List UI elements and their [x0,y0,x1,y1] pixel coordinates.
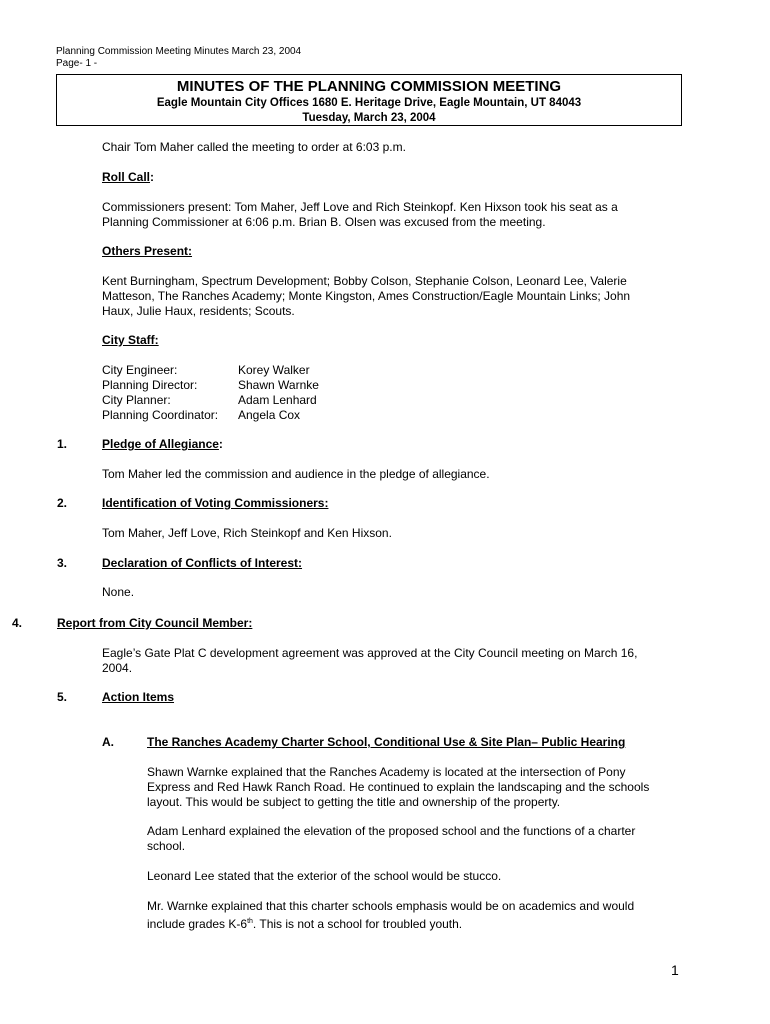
city-staff-heading [102,333,159,348]
subitem-paragraph [147,899,634,932]
item-number: 2. [57,496,68,510]
header-line-1: Planning Commission Meeting Minutes March 23, 2004 [56,46,302,57]
paragraph-line: layout. This would be subject to getting the title and ownership of the property. [147,795,561,809]
city-staff-list [102,363,319,423]
others-line-2: Matteson, The Ranches Academy; Monte Kingston, Ames Construction/Eagle Mountain Links; John [102,289,631,303]
paragraph-fragment: . This is not a school for troubled youth. [252,917,463,931]
item-heading-action [102,690,174,705]
staff-name: Korey Walker [238,363,310,377]
paragraph-line: Express and Red Hawk Ranch Road. He continued to explain the landscaping and the schools [147,780,650,794]
subitem-paragraph: Leonard Lee stated that the exterior of the school would be stucco. [147,869,502,883]
document-title: MINUTES OF THE PLANNING COMMISSION MEETING [176,78,562,95]
item-number: 5. [57,690,68,704]
item-number: 1. [57,437,68,451]
staff-role: City Planner: [102,393,171,407]
ordinal-suffix: th [247,918,253,925]
meeting-date: Tuesday, March 23, 2004 [302,112,436,124]
roll-call-colon: : [150,170,155,184]
item-heading-text: Identification of Voting Commissioners: [102,496,329,510]
staff-name: Shawn Warnke [238,378,319,392]
subitem-letter: A. [102,735,114,749]
title-box [56,74,682,126]
subitem-paragraph [147,765,649,810]
item-text: None. [102,585,135,599]
staff-name: Adam Lenhard [238,393,317,407]
item-text-line-1: Eagle’s Gate Plat C development agreement was approved at the City Council meeting on March 16, [102,646,638,660]
paragraph-line: school. [147,839,186,853]
city-staff-heading-text: City Staff: [102,333,159,347]
roll-call-line-2: Planning Commissioner at 6:06 p.m. Brian B. Olsen was excused from the meeting. [102,215,546,229]
item-number: 4. [12,616,23,630]
others-line-1: Kent Burningham, Spectrum Development; Bobby Colson, Stephanie Colson, Leonard Lee, Valerie [102,274,627,288]
item-number: 3. [57,556,68,570]
item-heading-voting [102,496,328,511]
item-heading-council [57,616,252,631]
paragraph-line: Shawn Warnke explained that the Ranches Academy is located at the intersection of Pony [147,765,626,779]
subitem-paragraph [147,824,635,854]
item-heading-pledge [102,437,223,452]
subitem-heading-text: The Ranches Academy Charter School, Conditional Use & Site Plan– Public Hearing [147,735,626,749]
opening-paragraph: Chair Tom Maher called the meeting to order at 6:03 p.m. [102,140,406,154]
item-text: Tom Maher led the commission and audience in the pledge of allegiance. [102,467,490,481]
meeting-location: Eagle Mountain City Offices 1680 E. Heritage Drive, Eagle Mountain, UT 84043 [156,97,582,109]
item-heading-text: Action Items [102,690,175,704]
item-heading-colon: : [218,437,223,451]
item-text: Tom Maher, Jeff Love, Rich Steinkopf and Ken Hixson. [102,526,392,540]
paragraph-line [147,914,634,932]
item-heading-text: Declaration of Conflicts of Interest: [102,556,303,570]
others-present-paragraph [102,274,630,319]
item-heading-text: Pledge of Allegiance [102,437,219,451]
item-text [102,646,637,676]
others-present-heading [102,244,192,259]
staff-role: City Engineer: [102,363,178,377]
staff-role: Planning Coordinator: [102,408,219,422]
header-line-2: Page- 1 - [56,58,98,69]
subitem-heading [147,735,625,750]
running-header [56,46,301,70]
page-number: 1 [671,962,679,978]
roll-call-paragraph [102,200,618,230]
paragraph-fragment: include grades K-6 [147,917,248,931]
roll-call-line-1: Commissioners present: Tom Maher, Jeff Love and Rich Steinkopf. Ken Hixson took his seat as a [102,200,618,214]
paragraph-line: Adam Lenhard explained the elevation of the proposed school and the functions of a charter [147,824,636,838]
item-heading-text: Report from City Council Member: [57,616,253,630]
paragraph-line: Mr. Warnke explained that this charter schools emphasis would be on academics and would [147,899,635,913]
others-present-heading-text: Others Present: [102,244,193,258]
item-text-line-2: 2004. [102,661,133,675]
staff-name: Angela Cox [238,408,301,422]
roll-call-heading-text: Roll Call [102,170,151,184]
staff-role: Planning Director: [102,378,198,392]
others-line-3: Haux, Julie Haux, residents; Scouts. [102,304,295,318]
roll-call-heading [102,170,154,185]
item-heading-conflicts [102,556,302,571]
